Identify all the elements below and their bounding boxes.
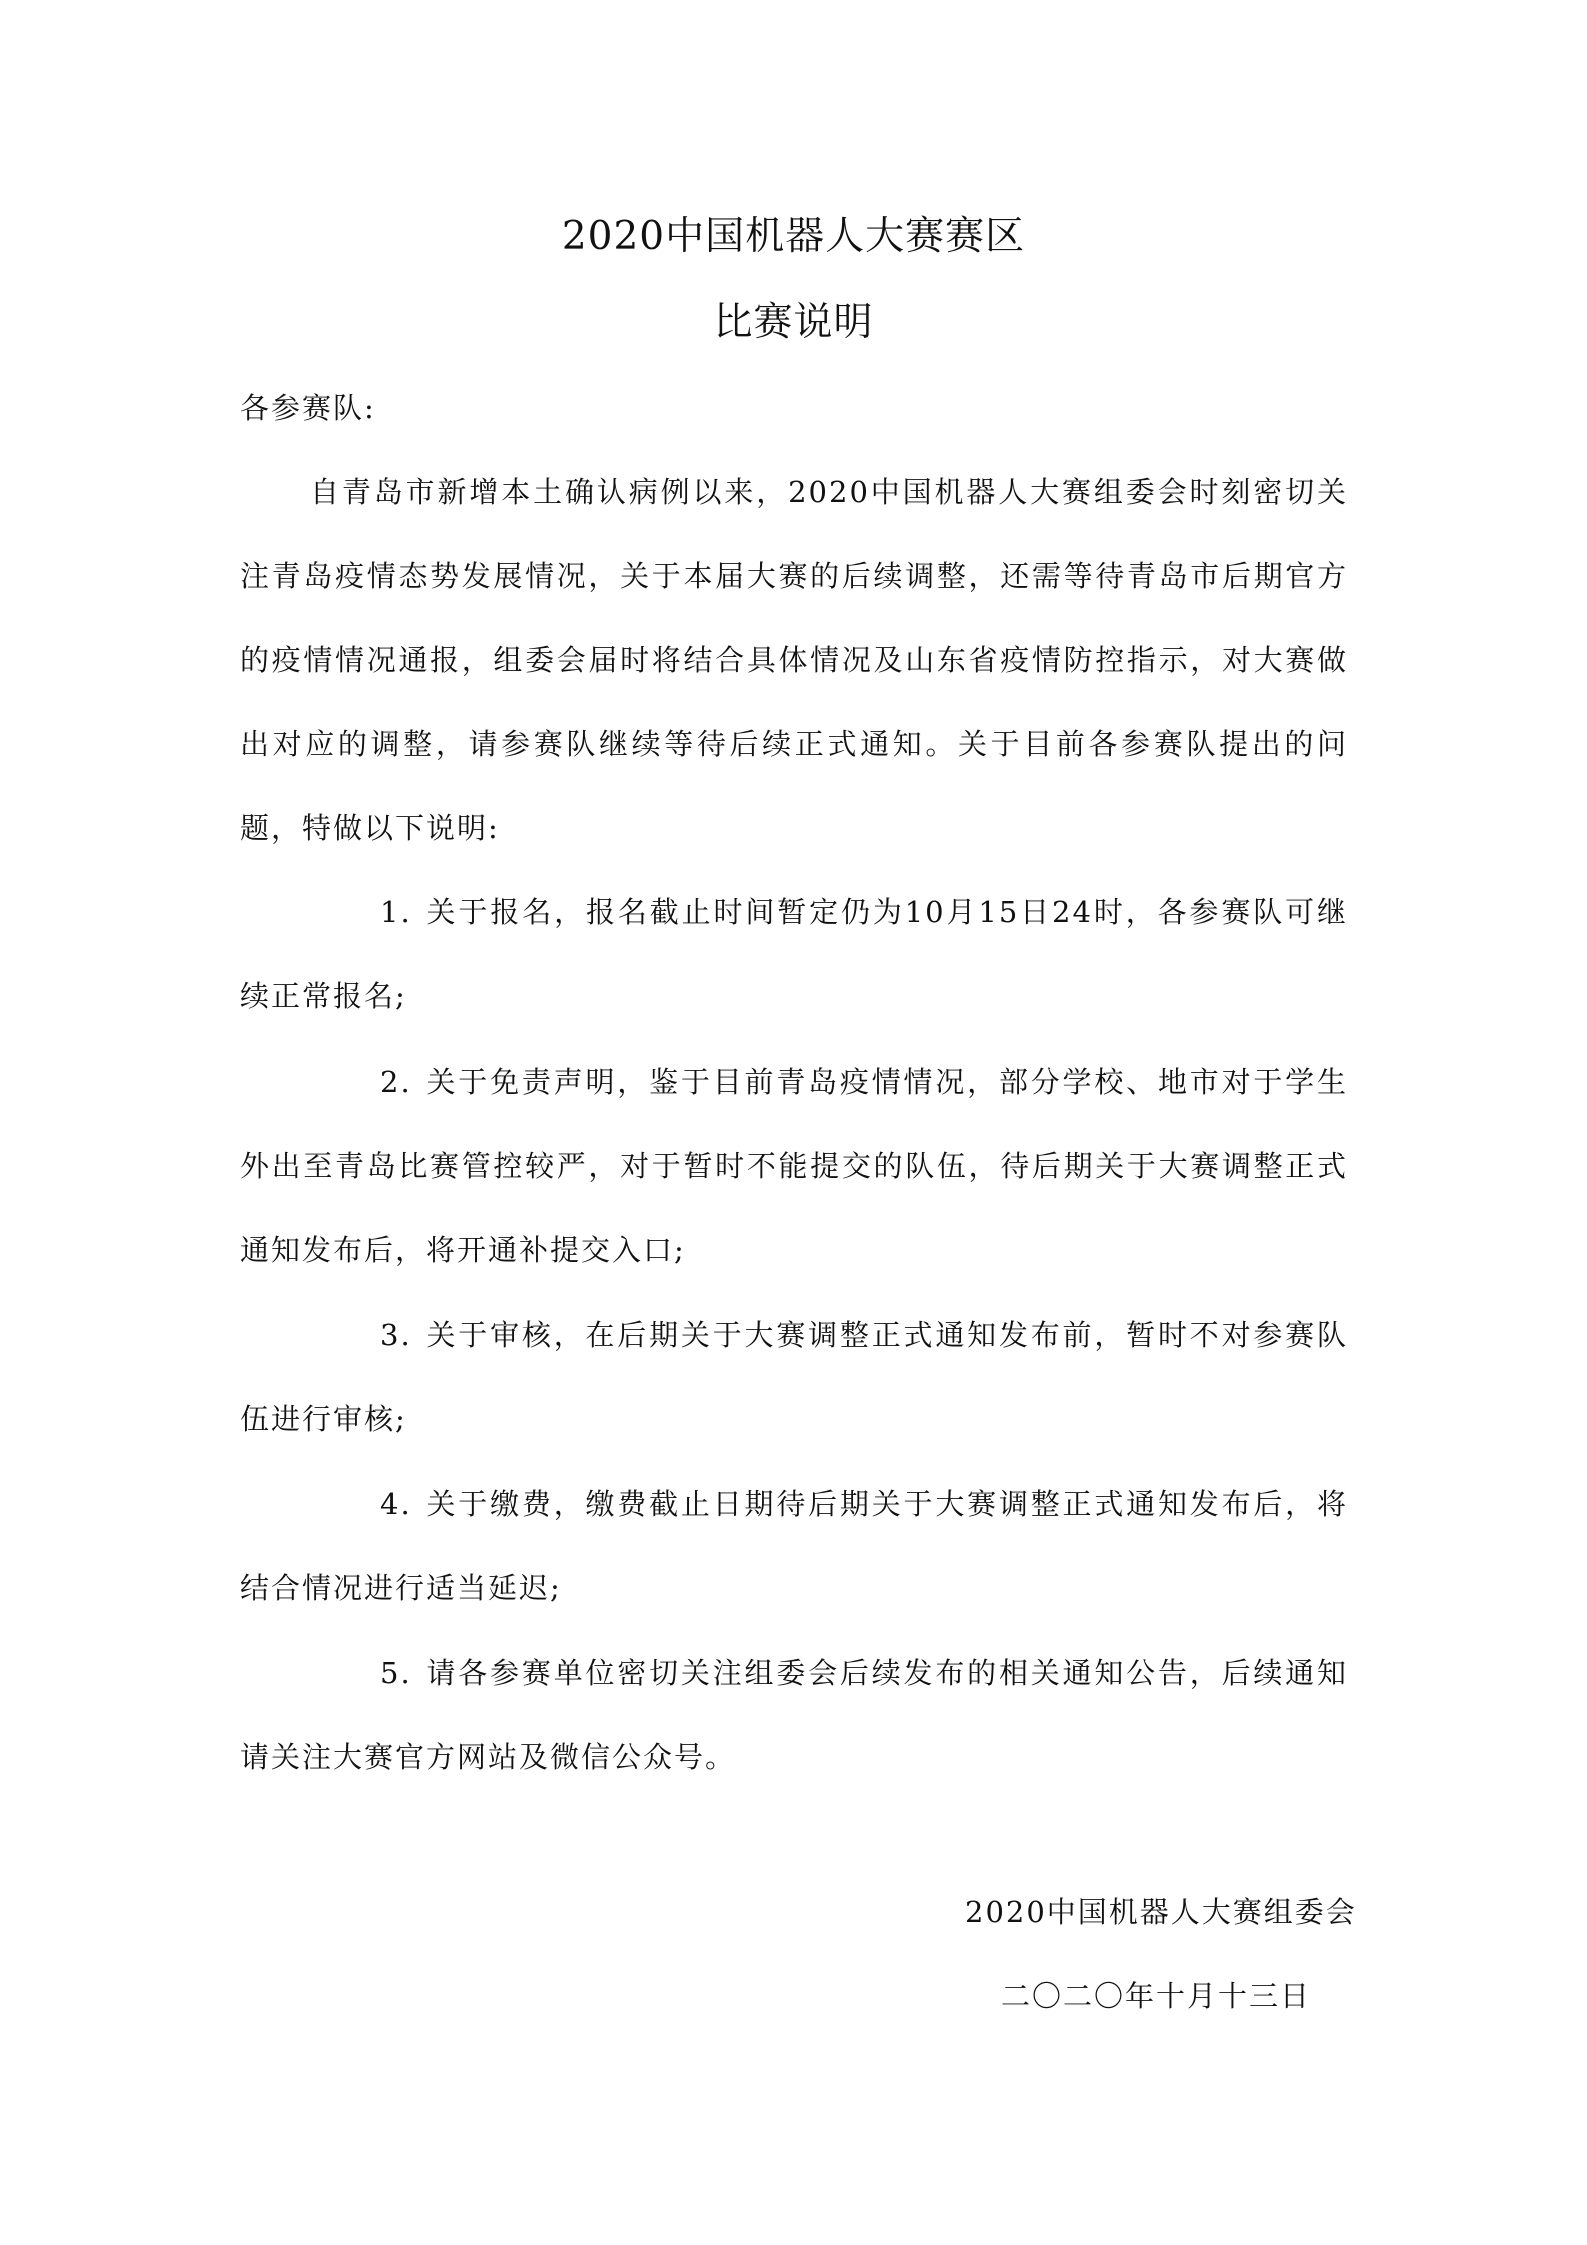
salutation: 各参赛队: (240, 391, 376, 425)
list-item-1 (240, 870, 1348, 1038)
list-item-3 (240, 1293, 1348, 1461)
document-title: 2020中国机器人大赛赛区 (561, 214, 1026, 259)
intro-paragraph: 自青岛市新增本土确认病例以来，2020中国机器人大赛组委会时刻密切关注青岛疫情态势发展情况，关于本届大赛的后续调整，还需等待青岛市后期官方的疫情情况通报，组委会届时将结合具体情况及山东省疫情防控指示，对大赛做出对应的调整，请参赛队继续等待后续正式通知。关于目前各参赛队提出的问题，特做以下说明: (240, 475, 1348, 845)
list-item-number: 4. (380, 1487, 412, 1521)
list-item-text: 关于免责声明，鉴于目前青岛疫情情况，部分学校、地市对于学生外出至青岛比赛管控较严，对于暂时不能提交的队伍，待后期关于大赛调整正式通知发布后，将开通补提交入口; (240, 1065, 1348, 1267)
signature-organization: 2020中国机器人大赛组委会 (965, 1895, 1357, 1929)
signature-date: 二〇二〇年十月十三日 (1001, 1979, 1312, 2013)
list-item-number: 1. (380, 895, 412, 929)
list-item-5 (240, 1631, 1348, 1799)
list-item-number: 5. (380, 1656, 412, 1690)
list-item-4 (240, 1462, 1348, 1630)
list-item-text: 关于缴费，缴费截止日期待后期关于大赛调整正式通知发布后，将结合情况进行适当延迟; (240, 1487, 1348, 1605)
list-item-text: 请各参赛单位密切关注组委会后续发布的相关通知公告，后续通知请关注大赛官方网站及微信公众号。 (240, 1656, 1348, 1774)
document-subtitle: 比赛说明 (713, 300, 874, 345)
list-item-2 (240, 1040, 1348, 1292)
list-item-text: 关于审核，在后期关于大赛调整正式通知发布前，暂时不对参赛队伍进行审核; (240, 1318, 1348, 1436)
list-item-text: 关于报名，报名截止时间暂定仍为10月15日24时，各参赛队可继续正常报名; (240, 895, 1348, 1013)
list-item-number: 3. (380, 1318, 412, 1352)
list-item-number: 2. (380, 1065, 412, 1099)
